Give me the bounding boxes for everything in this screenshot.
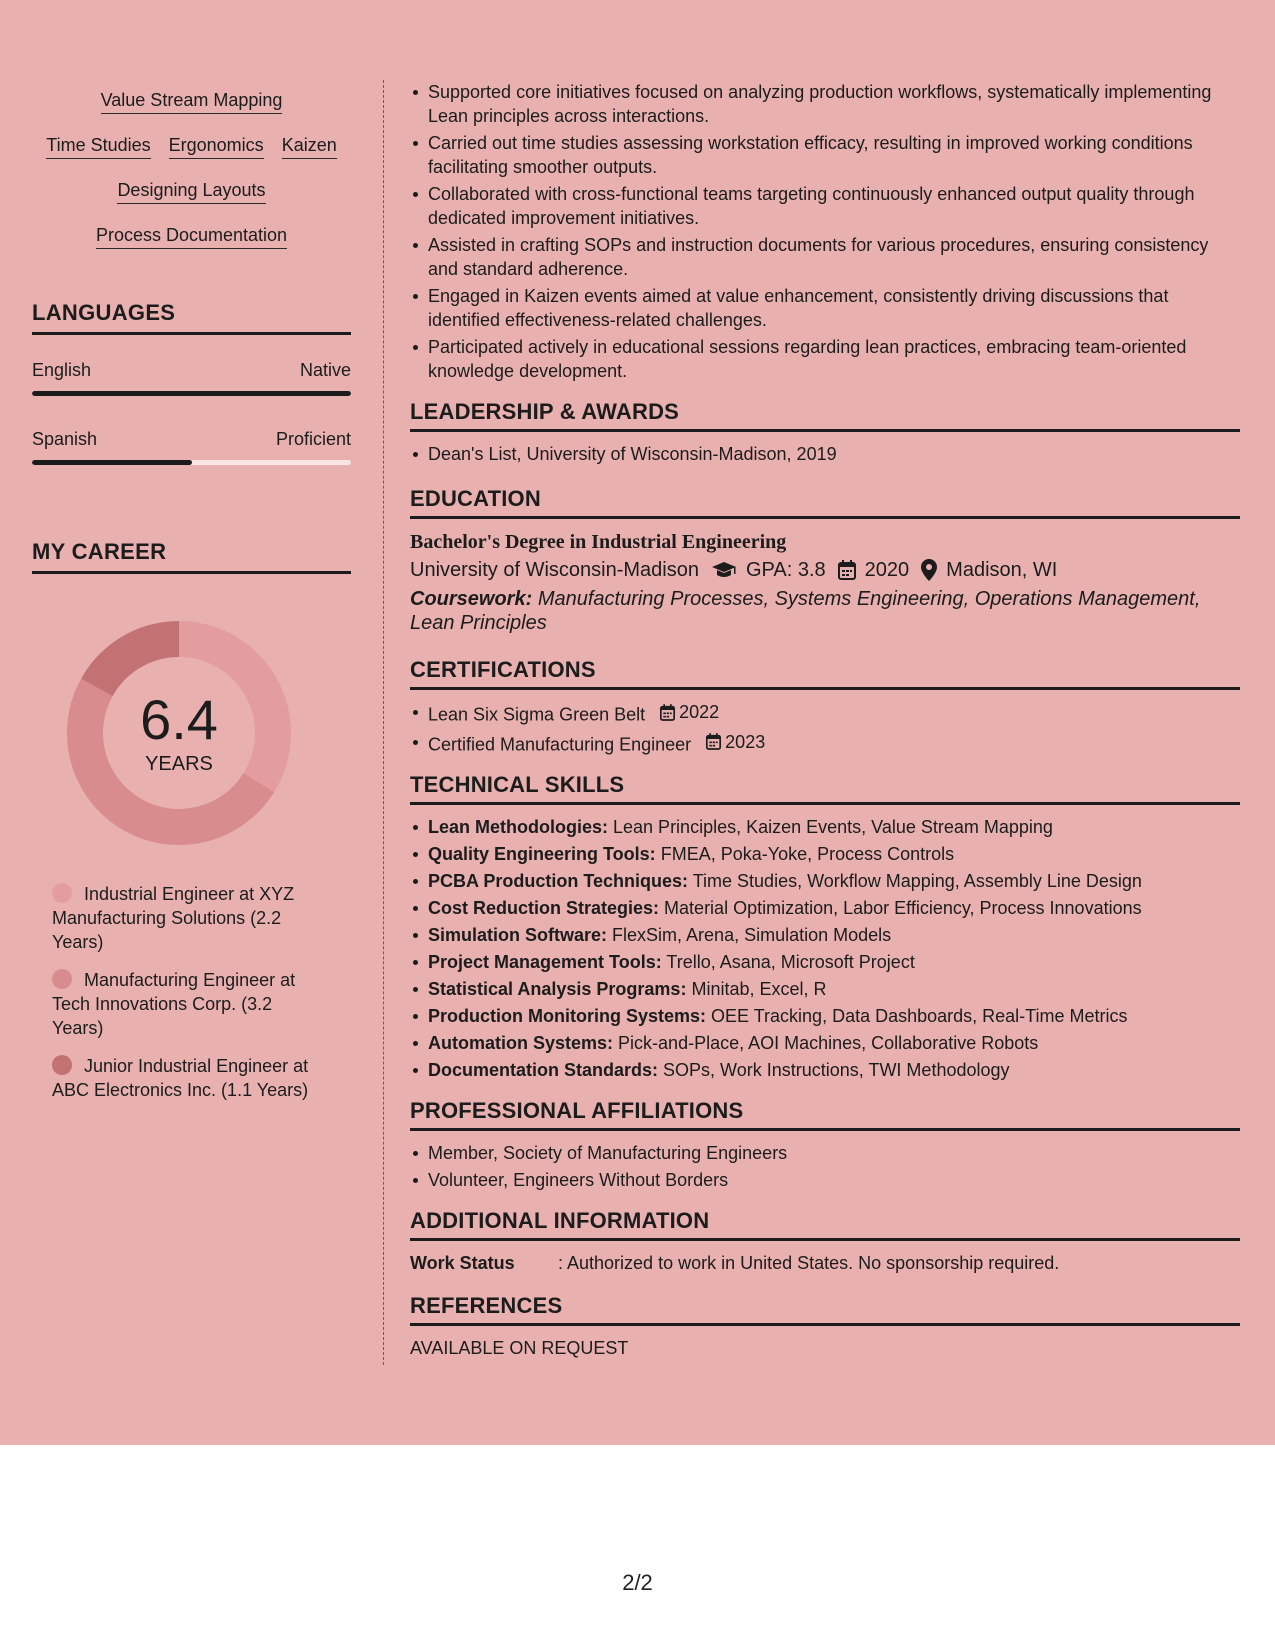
coursework-value: Manufacturing Processes, Systems Engineering, Operations Management, Lean Principles: [410, 588, 1201, 634]
list-item: Engaged in Kaizen events aimed at value enhancement, consistently driving discussions that identified effectiveness-related challenges.: [410, 284, 1240, 332]
career-heading: MY CAREER: [32, 539, 351, 574]
gpa: GPA: 3.8: [745, 559, 826, 581]
page-number: 2/2: [622, 1570, 653, 1595]
list-item: [410, 842, 1240, 866]
language-proficiency-bar: [32, 460, 351, 465]
career-total-unit: YEARS: [145, 752, 213, 775]
career-legend-item: [52, 1054, 322, 1102]
list-item: [410, 1031, 1240, 1055]
skill-values: Pick-and-Place, AOI Machines, Collaborative Robots: [618, 1033, 1039, 1053]
affiliations-heading: PROFESSIONAL AFFILIATIONS: [410, 1098, 1240, 1131]
left-column: [32, 80, 351, 1116]
list-item: [410, 700, 1240, 727]
list-item: [410, 869, 1240, 893]
skill-values: Lean Principles, Kaizen Events, Value Stream Mapping: [613, 817, 1053, 837]
list-item: [410, 896, 1240, 920]
career-donut-chart: [64, 618, 294, 848]
work-status-value: : Authorized to work in United States. No sponsorship required.: [558, 1253, 1060, 1273]
list-item: [410, 977, 1240, 1001]
list-item: Volunteer, Engineers Without Borders: [410, 1168, 1240, 1192]
column-divider: [383, 80, 384, 1365]
list-item: Assisted in crafting SOPs and instruction documents for various procedures, ensuring consistency and standard adherence.: [410, 233, 1240, 281]
coursework: [410, 587, 1240, 635]
skill-values: FMEA, Poka-Yoke, Process Controls: [660, 844, 955, 864]
calendar-icon: [706, 733, 721, 750]
language-level: Proficient: [275, 429, 351, 449]
list-item: Member, Society of Manufacturing Engineers: [410, 1141, 1240, 1165]
references-text: AVAILABLE ON REQUEST: [410, 1338, 629, 1358]
certification-year: 2023: [725, 731, 766, 752]
work-status-row: [410, 1251, 1240, 1275]
experience-bullets: [410, 80, 1240, 383]
skill-tag: Process Documentation: [96, 224, 287, 249]
skill-row: [32, 125, 351, 170]
school-name: University of Wisconsin-Madison: [410, 559, 699, 581]
language-item: [32, 359, 351, 396]
list-item: [410, 1004, 1240, 1028]
career-legend-label: Industrial Engineer at XYZ Manufacturing Solutions (2.2 Years): [52, 884, 295, 952]
skill-tag: Kaizen: [282, 134, 337, 159]
coursework-label: Coursework:: [410, 588, 533, 610]
calendar-icon: [660, 704, 675, 721]
skill-row: [32, 170, 351, 215]
skill-values: OEE Tracking, Data Dashboards, Real-Time Metrics: [711, 1006, 1128, 1026]
list-item: Collaborated with cross-functional teams targeting continuously enhanced output quality through dedicated improvement initiatives.: [410, 182, 1240, 230]
technical-skills-heading: TECHNICAL SKILLS: [410, 772, 1240, 805]
leadership-list: [410, 442, 1240, 466]
career-total-years: 6.4: [140, 687, 218, 751]
skill-row: [32, 80, 351, 125]
skill-values: Material Optimization, Labor Efficiency, Process Innovations: [664, 898, 1142, 918]
references-heading: REFERENCES: [410, 1293, 1240, 1326]
skill-category: Statistical Analysis Programs:: [428, 979, 687, 999]
skill-category: Automation Systems:: [428, 1033, 614, 1053]
graduation-cap-icon: [711, 561, 737, 579]
languages-heading: LANGUAGES: [32, 300, 351, 335]
education-meta: [410, 555, 1240, 585]
additional-info-heading: ADDITIONAL INFORMATION: [410, 1208, 1240, 1241]
skill-tag: Value Stream Mapping: [101, 89, 283, 114]
donut-center: [64, 618, 294, 848]
skill-category: Cost Reduction Strategies:: [428, 898, 660, 918]
skill-values: Minitab, Excel, R: [691, 979, 827, 999]
graduation-year: 2020: [864, 559, 910, 581]
skill-category: Production Monitoring Systems:: [428, 1006, 707, 1026]
skill-values: Time Studies, Workflow Mapping, Assembly Line Design: [692, 871, 1142, 891]
calendar-icon: [838, 560, 856, 580]
career-legend-label: Manufacturing Engineer at Tech Innovations Corp. (3.2 Years): [52, 970, 296, 1038]
list-item: Carried out time studies assessing workstation efficacy, resulting in improved working conditions facilitating smoother outputs.: [410, 131, 1240, 179]
list-item: Dean's List, University of Wisconsin-Madison, 2019: [410, 442, 1240, 466]
technical-skills-list: [410, 815, 1240, 1082]
legend-dot: [52, 969, 72, 989]
language-proficiency-bar: [32, 391, 351, 396]
list-item: Supported core initiatives focused on analyzing production workflows, systematically implementing Lean principles across interactions.: [410, 80, 1240, 128]
skill-tag: Time Studies: [46, 134, 150, 159]
career-section: [32, 539, 351, 1102]
certifications-list: [410, 700, 1240, 756]
work-status-label: Work Status: [410, 1253, 515, 1273]
degree-title: Bachelor's Degree in Industrial Engineering: [410, 531, 787, 553]
language-level: Native: [299, 360, 351, 380]
list-item: [410, 923, 1240, 947]
list-item: Participated actively in educational sessions regarding lean practices, embracing team-oriented knowledge development.: [410, 335, 1240, 383]
language-item: [32, 428, 351, 465]
career-legend-item: [52, 882, 322, 954]
skill-category: PCBA Production Techniques:: [428, 871, 689, 891]
certification-year: 2022: [679, 702, 720, 722]
school-location: Madison, WI: [946, 559, 1058, 581]
skill-values: FlexSim, Arena, Simulation Models: [612, 925, 892, 945]
language-name: Spanish: [32, 429, 98, 449]
certification-name: Lean Six Sigma Green Belt: [428, 704, 646, 725]
right-column: [410, 80, 1240, 1360]
skill-row: [32, 215, 351, 260]
career-legend-item: [52, 968, 322, 1040]
skill-category: Documentation Standards:: [428, 1060, 659, 1080]
list-item: [410, 815, 1240, 839]
skill-tag: Ergonomics: [169, 134, 264, 159]
legend-dot: [52, 883, 72, 903]
skill-values: Trello, Asana, Microsoft Project: [666, 952, 915, 972]
certifications-heading: CERTIFICATIONS: [410, 657, 1240, 690]
map-pin-icon: [921, 559, 937, 581]
list-item: [410, 1058, 1240, 1082]
skill-tag: Designing Layouts: [117, 179, 265, 204]
affiliations-list: [410, 1141, 1240, 1192]
skill-values: SOPs, Work Instructions, TWI Methodology: [663, 1060, 1010, 1080]
career-legend-label: Junior Industrial Engineer at ABC Electronics Inc. (1.1 Years): [52, 1056, 309, 1100]
skill-category: Project Management Tools:: [428, 952, 662, 972]
list-item: [410, 730, 1240, 757]
certification-date: [706, 730, 765, 754]
certification-name: Certified Manufacturing Engineer: [428, 734, 692, 754]
skills-cloud: [32, 80, 351, 260]
list-item: [410, 950, 1240, 974]
languages-section: [32, 300, 351, 465]
skill-category: Quality Engineering Tools:: [428, 844, 656, 864]
language-name: English: [32, 360, 92, 380]
career-legend: [52, 882, 322, 1102]
certification-date: [660, 700, 719, 724]
leadership-heading: LEADERSHIP & AWARDS: [410, 399, 1240, 432]
education-heading: EDUCATION: [410, 486, 1240, 519]
skill-category: Simulation Software:: [428, 925, 608, 945]
legend-dot: [52, 1055, 72, 1075]
skill-category: Lean Methodologies:: [428, 817, 608, 837]
